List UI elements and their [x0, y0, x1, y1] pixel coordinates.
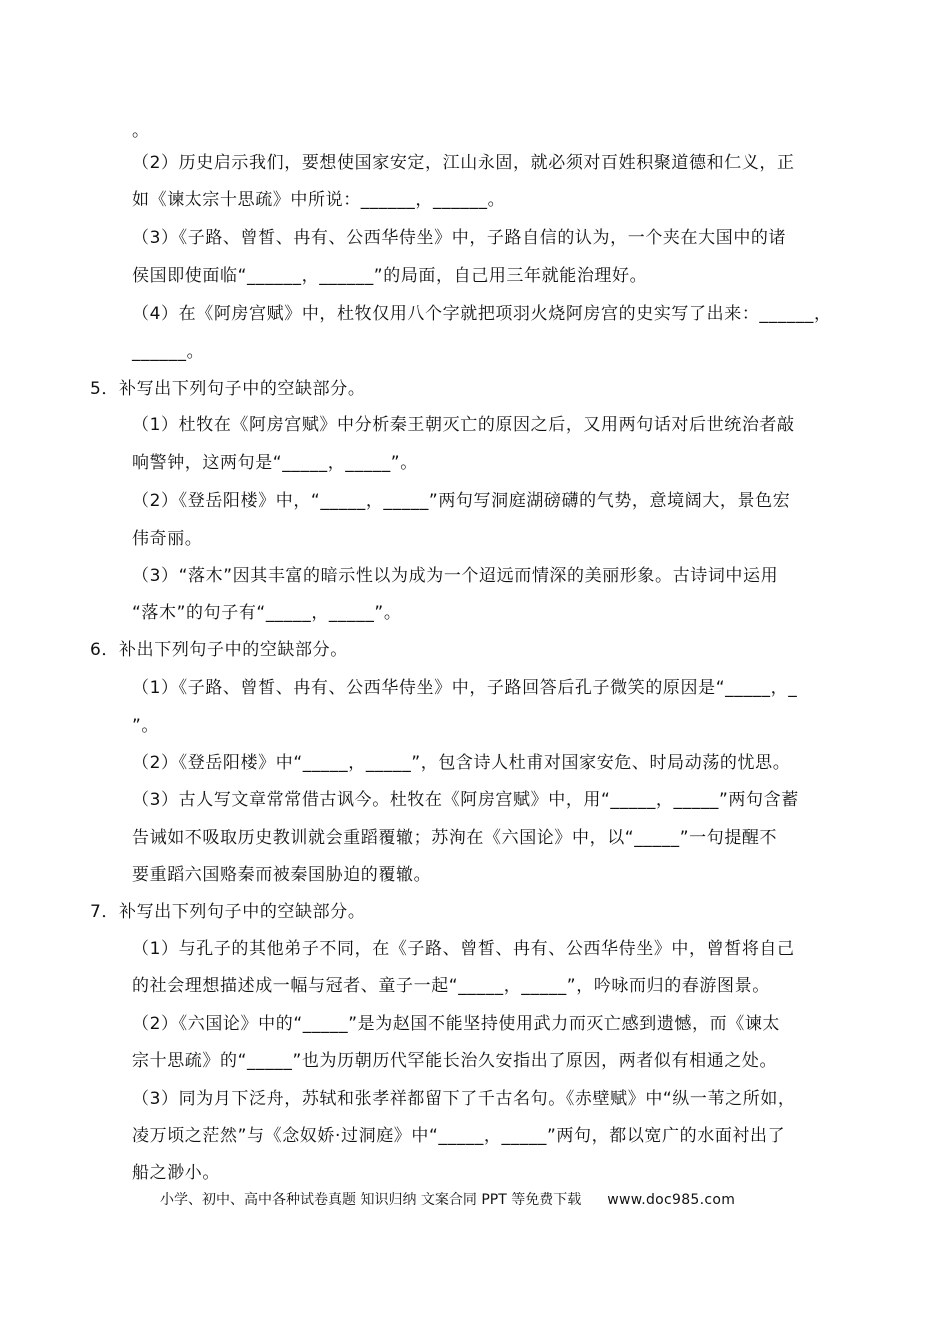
text-line: 要重蹈六国赂秦而被秦国胁迫的覆辙。 [132, 865, 432, 885]
text-line: （2）《登岳阳楼》中，“_____，_____”两句写洞庭湖磅礴的气势，意境阔大，景色宏 [132, 491, 791, 511]
text-line: （3）“落木”因其丰富的暗示性以为成为一个迢远而情深的美丽形象。古诗词中运用 [132, 566, 779, 586]
text-line: 响警钟，这两句是“_____，_____”。 [132, 453, 418, 473]
text-line: （2）《登岳阳楼》中“_____，_____”，包含诗人杜甫对国家安危、时局动荡的忧思。 [132, 753, 791, 773]
text-line: （3）《子路、曾皙、冉有、公西华侍坐》中，子路自信的认为，一个夹在大国中的诸 [132, 228, 787, 248]
question-heading: 7．补写出下列句子中的空缺部分。 [90, 902, 366, 922]
text-line: （2）《六国论》中的“_____”是为赵国不能坚持使用武力而灭亡感到遗憾，而《谏太 [132, 1014, 781, 1034]
footer-site: www.doc985.com [607, 1192, 736, 1208]
text-line: ______。 [132, 342, 205, 362]
text-line: （2）历史启示我们，要想使国家安定，江山永固，就必须对百姓积聚道德和仁义，正 [132, 153, 795, 173]
text-line: 宗十思疏》的“_____”也为历朝历代罕能长治久安指出了原因，两者似有相通之处。 [132, 1051, 778, 1071]
text-line: （4）在《阿房宫赋》中，杜牧仅用八个字就把项羽火烧阿房宫的史实写了出来：______， [132, 304, 832, 324]
text-line: “落木”的句子有“_____，_____”。 [132, 603, 402, 623]
text-line: （1）杜牧在《阿房宫赋》中分析秦王朝灭亡的原因之后，又用两句话对后世统治者敲 [132, 415, 795, 435]
footer-text: 小学、初中、高中各种试卷真题 知识归纳 文案合同 PPT 等免费下载 [160, 1192, 582, 1208]
page-footer [160, 1190, 735, 1210]
text-line: （3）古人写文章常常借古讽今。杜牧在《阿房宫赋》中，用“_____，_____”两句含蓄 [132, 790, 799, 810]
text-line: 凌万顷之茫然”与《念奴娇·过洞庭》中“_____，_____”两句，都以宽广的水面衬出了 [132, 1126, 786, 1146]
question-heading: 5．补写出下列句子中的空缺部分。 [90, 379, 366, 399]
text-line: 侯国即使面临“______，______”的局面，自己用三年就能治理好。 [132, 266, 648, 286]
text-line: （1）与孔子的其他弟子不同，在《子路、曾皙、冉有、公西华侍坐》中，曾皙将自己 [132, 939, 795, 959]
text-line: （3）同为月下泛舟，苏轼和张孝祥都留下了千古名句。《赤壁赋》中“纵一苇之所如， [132, 1089, 796, 1109]
text-line: ”。 [132, 716, 160, 736]
text-line: 的社会理想描述成一幅与冠者、童子一起“_____，_____”，吟咏而归的春游图景。 [132, 976, 770, 996]
text-line: 如《谏太宗十思疏》中所说：______，______。 [132, 190, 506, 210]
text-line: 船之渺小。 [132, 1163, 220, 1183]
question-heading: 6．补出下列句子中的空缺部分。 [90, 640, 348, 660]
text-line: 。 [132, 121, 150, 141]
text-line: 告诫如不吸取历史教训就会重蹈覆辙；苏洵在《六国论》中，以“_____”一句提醒不 [132, 828, 778, 848]
text-line: 伟奇丽。 [132, 529, 203, 549]
text-line: （1）《子路、曾皙、冉有、公西华侍坐》中，子路回答后孔子微笑的原因是“_____，_ [132, 678, 798, 698]
